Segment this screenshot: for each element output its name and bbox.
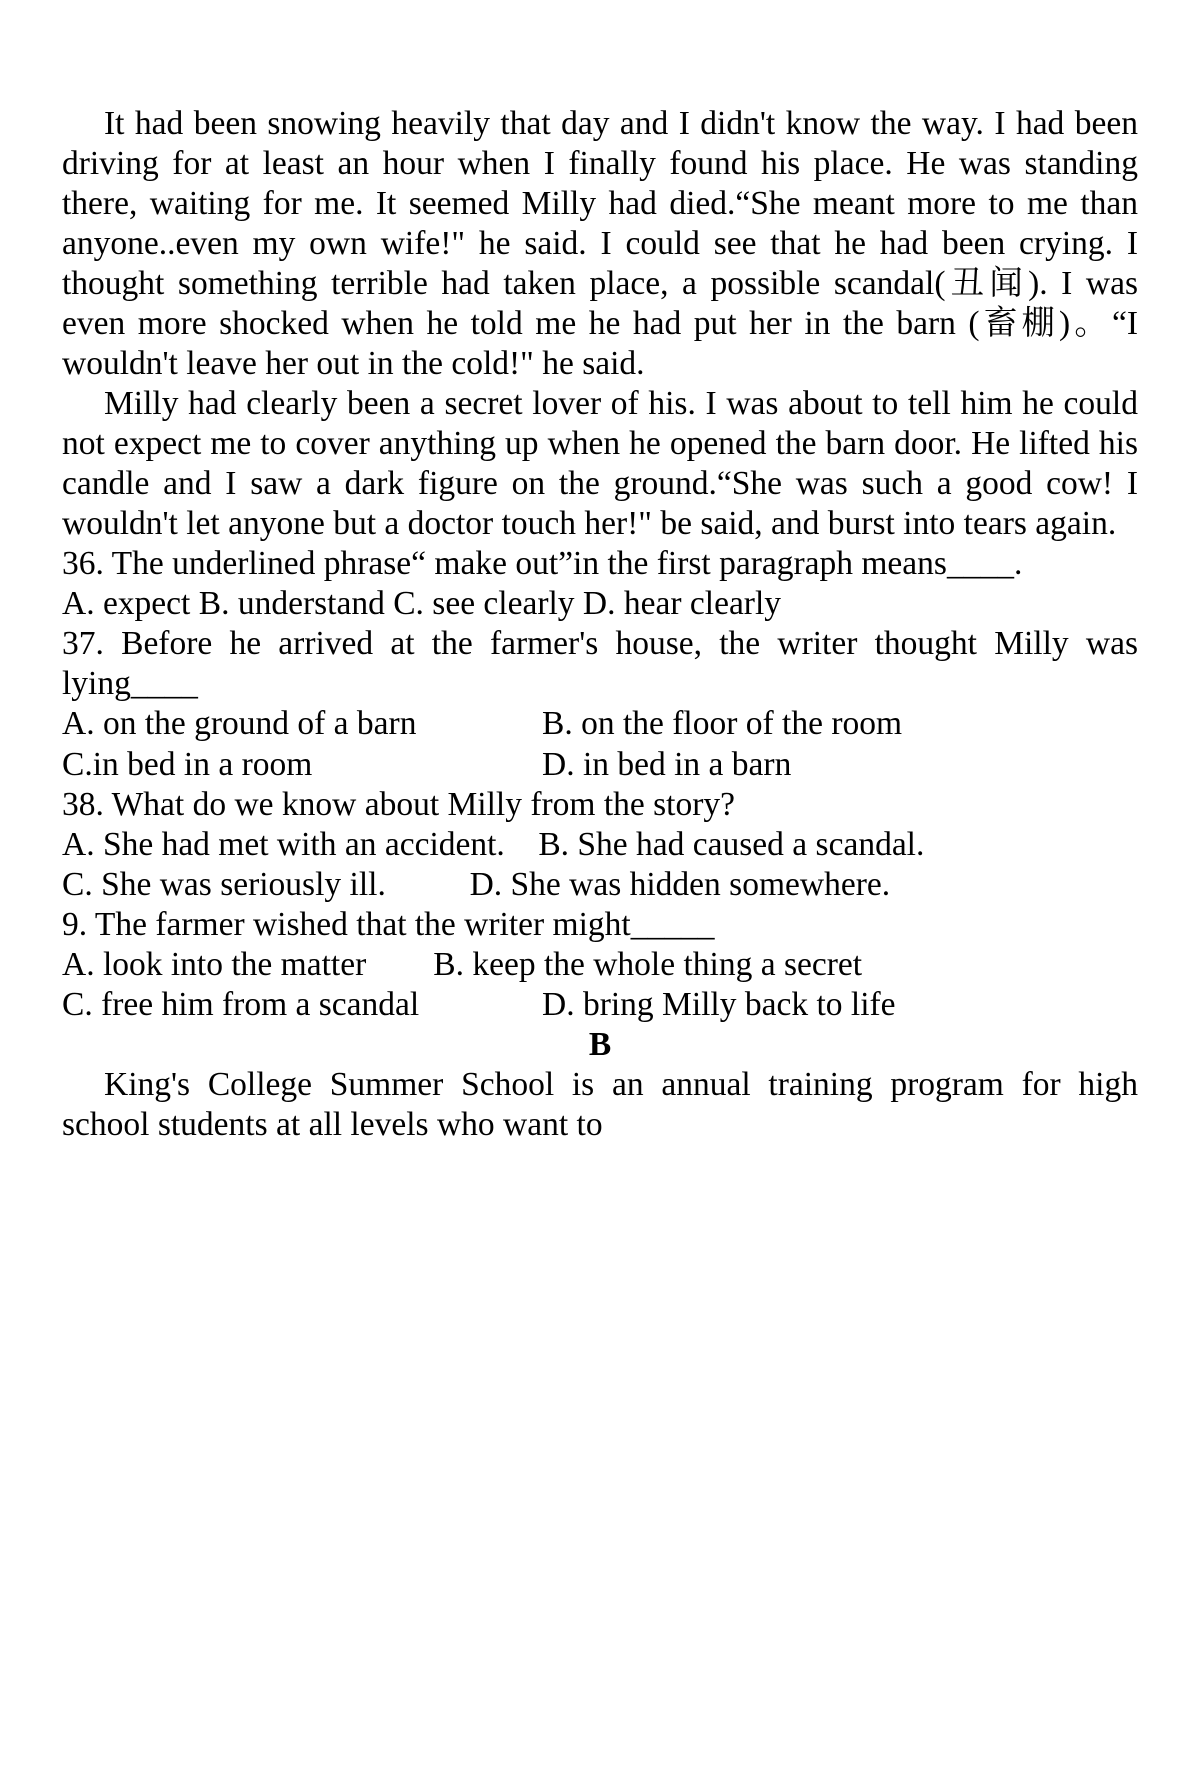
question-37-option-b: B. on the floor of the room: [542, 705, 903, 743]
question-38-option-d: D. She was hidden somewhere.: [469, 865, 891, 903]
question-38-option-b: B. She had caused a scandal.: [538, 825, 925, 863]
section-label-b: B: [588, 1025, 612, 1063]
reading-paragraph-2: Milly had clearly been a secret lover of his. I was about to tell him he could not expect me to cover anything up when he opened the barn door. He lifted his candle and I saw a dark figure on the ground.“She was such a good cow! I wouldn't let anyone but a doctor touch her!" be said, and burst into tears again.: [62, 385, 1138, 543]
question-38-option-row-1: [62, 825, 1138, 865]
question-37-option-row-1: [62, 704, 1138, 744]
question-36-options: A. expect B. understand C. see clearly D. hear clearly: [62, 585, 782, 623]
question-37-stem: 37. Before he arrived at the farmer's house, the writer thought Milly was lying____: [62, 625, 1138, 703]
section-b-paragraph: King's College Summer School is an annual training program for high school students at all levels who want to: [62, 1065, 1138, 1143]
reading-paragraph-1: It had been snowing heavily that day and I didn't know the way. I had been driving for at least an hour when I finally found his place. He was standing there, waiting for me. It seemed Milly had died.“She meant more to me than anyone..even my own wife!" he said. I could see that he had been crying. I thought something terrible had taken place, a possible scandal(丑闻). I was even more shocked when he told me he had put her in the barn (畜棚)。“I wouldn't leave her out in the cold!" he said.: [62, 105, 1138, 383]
question-39-stem: 9. The farmer wished that the writer might_____: [62, 905, 715, 943]
question-39-option-b: B. keep the whole thing a secret: [433, 945, 863, 983]
question-37-option-d: D. in bed in a barn: [542, 745, 792, 783]
question-39-option-c: C. free him from a scandal: [62, 985, 420, 1023]
question-39-option-row-1: [62, 945, 1138, 985]
question-38-option-c: C. She was seriously ill.: [62, 865, 386, 903]
question-37-option-a: A. on the ground of a barn: [62, 705, 417, 743]
question-39-option-d: D. bring Milly back to life: [542, 985, 896, 1023]
question-37-option-row-2: [62, 745, 1138, 785]
question-38-option-row-2: [62, 865, 1138, 905]
question-38-option-a: A. She had met with an accident.: [62, 825, 505, 863]
question-38-stem: 38. What do we know about Milly from the story?: [62, 785, 735, 823]
question-37-option-c: C.in bed in a room: [62, 745, 313, 783]
question-39-option-row-2: [62, 985, 1138, 1025]
question-39-option-a: A. look into the matter: [62, 945, 367, 983]
question-36-stem: 36. The underlined phrase“ make out”in the first paragraph means____.: [62, 545, 1023, 583]
